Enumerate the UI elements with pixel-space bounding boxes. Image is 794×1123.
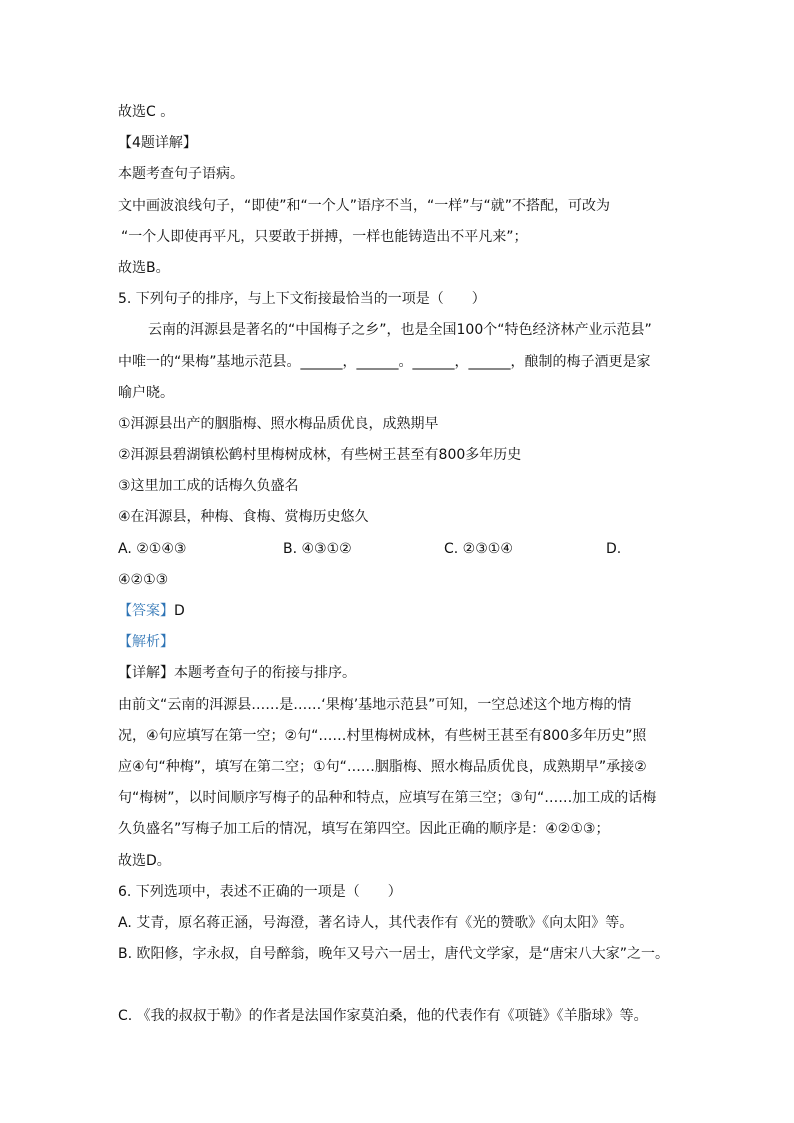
document-page — [118, 97, 688, 1033]
text-line: 句“梅树”，以时间顺序写梅子的品种和特点，应填写在第三空；③句“……加工成的话梅 — [118, 790, 657, 807]
options-row — [118, 534, 688, 565]
text-line: 故选C 。 — [118, 104, 175, 120]
text-line: 故选B。 — [118, 259, 170, 276]
text-line: 况，④句应填写在第一空；②句“……村里梅树成林，有些树王甚至有800多年历史”照 — [118, 727, 647, 744]
question-5: 5. 下列句子的排序，与上下文衔接最恰当的一项是（ ） — [118, 291, 486, 308]
passage-line: 中唯一的“果梅”基地示范县。______，______。______，______，酿制的梅子酒更是家 — [118, 353, 651, 370]
text-line: 由前文“云南的洱源县……是……‘果梅’基地示范县”可知，一空总述这个地方梅的情 — [118, 696, 632, 713]
question-6-option-a: A. 艾青，原名蒋正涵，号海澄，著名诗人，其代表作有《光的赞歌》《向太阳》等。 — [118, 914, 634, 931]
sentence-3: ③这里加工成的话梅久负盛名 — [118, 478, 299, 495]
question-6-option-b: B. 欧阳修，字永叔，自号醉翁，晚年又号六一居士，唐代文学家，是“唐宋八大家”之一。 — [118, 946, 670, 963]
text-line: 本题考查句子语病。 — [118, 166, 244, 183]
sentence-2: ②洱源县碧湖镇松鹤村里梅树成林，有些树王甚至有800多年历史 — [118, 447, 522, 464]
text-line: 文中画波浪线句子，“即使”和“一个人”语序不当，“一样”与“就”不搭配，可改为 — [118, 197, 611, 214]
text-line: 【详解】本题考查句子的衔接与排序。 — [118, 665, 356, 682]
answer-value: D — [174, 603, 185, 619]
question-6: 6. 下列选项中，表述不正确的一项是（ ） — [118, 883, 402, 900]
answer-line — [118, 596, 688, 627]
section-heading: 【4题详解】 — [118, 135, 197, 152]
text-line: “一个人即使再平凡，只要敢于拼搏，一样也能铸造出不平凡来”； — [121, 228, 528, 245]
text-line: 久负盛名”写梅子加工后的情况，填写在第四空。因此正确的顺序是：④②①③； — [118, 821, 610, 838]
option-d: D. — [606, 540, 622, 557]
sentence-1: ①洱源县出产的胭脂梅、照水梅品质优良，成熟期早 — [118, 415, 439, 432]
answer-label: 【答案】 — [118, 603, 174, 619]
spacer — [118, 970, 688, 1001]
option-c: C. ②③①④ — [444, 540, 513, 557]
option-b: B. ④③①② — [283, 540, 352, 557]
passage-line: 云南的洱源县是著名的“中国梅子之乡”，也是全国100个“特色经济林产业示范县” — [148, 322, 652, 339]
text-line: 故选D。 — [118, 852, 171, 869]
sentence-4: ④在洱源县，种梅、食梅、赏梅历史悠久 — [118, 509, 369, 526]
option-d-value: ④②①③ — [118, 571, 169, 588]
text-line: 应④句“种梅”，填写在第二空；①句“……胭脂梅、照水梅品质优良，成熟期早”承接② — [118, 758, 647, 775]
analysis-label: 【解析】 — [118, 634, 174, 651]
passage-line: 喻户晓。 — [118, 384, 174, 401]
option-a: A. ②①④③ — [118, 540, 187, 557]
question-6-option-c: C. 《我的叔叔于勒》的作者是法国作家莫泊桑，他的代表作有《项链》《羊脂球》等。 — [118, 1008, 648, 1025]
